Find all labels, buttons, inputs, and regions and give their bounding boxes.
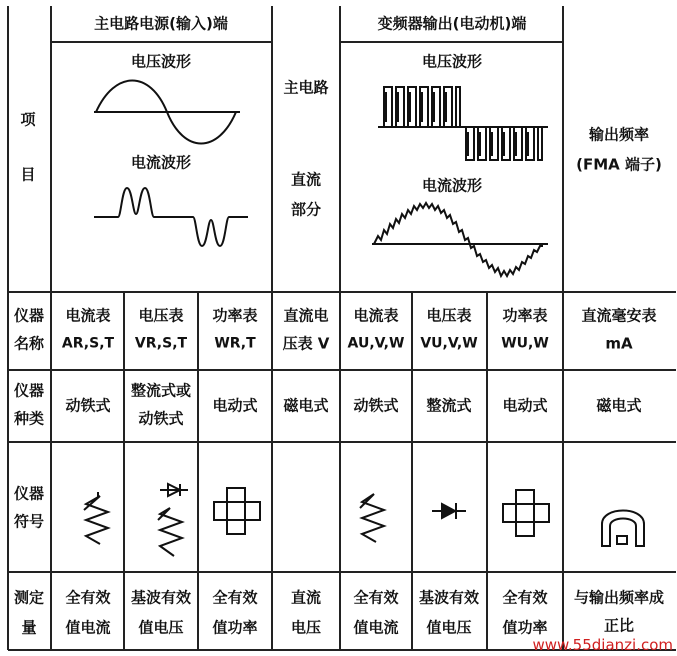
electrodynamic-symbol-1 (214, 488, 260, 534)
col1-type-2: 动铁式 (138, 409, 184, 428)
col4-name-1: 电流表 (353, 306, 399, 325)
col1-measure-2: 值电压 (138, 618, 184, 637)
col4-type: 动铁式 (353, 396, 399, 415)
col4-measure-2: 值电流 (353, 618, 399, 637)
output-voltage-wave-label: 电压波形 (421, 52, 483, 71)
col1-type-1: 整流式或 (130, 381, 192, 400)
col6-measure-1: 全有效 (502, 588, 548, 607)
col6-name-2: WU,W (501, 335, 549, 352)
item-label-1: 项 (20, 110, 36, 129)
col1-name-2: VR,S,T (134, 335, 188, 352)
output-current-waveform (372, 203, 548, 276)
col5-measure-1: 基波有效 (418, 588, 480, 607)
col5-measure-2: 值电压 (426, 618, 472, 637)
col0-measure-1: 全有效 (65, 588, 111, 607)
col2-measure-1: 全有效 (212, 588, 258, 607)
row-symbol-label-1: 仪器 (13, 484, 45, 503)
col5-name-1: 电压表 (426, 306, 472, 325)
col4-measure-1: 全有效 (353, 588, 399, 607)
col6-type: 电动式 (502, 396, 548, 415)
col3-measure-2: 电压 (290, 618, 322, 637)
input-voltage-wave-label: 电压波形 (130, 52, 192, 71)
col7-name-2: mA (605, 334, 633, 353)
input-side-header: 主电路电源(输入)端 (94, 14, 228, 33)
row-type-label-1: 仪器 (13, 381, 45, 400)
input-current-wave-label: 电流波形 (130, 153, 192, 172)
row-measure-label-2: 量 (21, 618, 37, 637)
col0-name-1: 电流表 (65, 306, 111, 325)
row-name-label-1: 仪器 (13, 306, 45, 325)
input-voltage-waveform (94, 81, 240, 144)
row-name-label-2: 名称 (13, 334, 45, 353)
col2-name-2: WR,T (214, 335, 256, 352)
col2-name-1: 功率表 (212, 306, 258, 325)
col3-name-2: 压表 V (282, 334, 330, 353)
moving-iron-symbol-1 (84, 492, 108, 544)
col2-type: 电动式 (212, 396, 258, 415)
dc-part-label-1: 直流 (290, 170, 322, 189)
output-freq-label-1: 输出频率 (588, 125, 650, 144)
output-voltage-waveform (378, 87, 548, 160)
moving-coil-symbol (602, 511, 644, 547)
col6-name-1: 功率表 (502, 306, 548, 325)
col0-measure-2: 值电流 (65, 618, 111, 637)
row-symbol-label-2: 符号 (13, 512, 45, 531)
col3-type: 磁电式 (283, 396, 329, 415)
col0-type: 动铁式 (65, 396, 111, 415)
col5-type: 整流式 (426, 396, 472, 415)
col1-name-1: 电压表 (138, 306, 184, 325)
col0-name-2: AR,S,T (61, 335, 115, 352)
col1-measure-1: 基波有效 (130, 588, 192, 607)
input-current-waveform (94, 188, 248, 246)
electrodynamic-symbol-2 (503, 490, 549, 536)
col5-name-2: VU,V,W (420, 335, 478, 352)
col7-type: 磁电式 (596, 396, 642, 415)
item-label-2: 目 (20, 165, 36, 184)
moving-iron-symbol-2 (360, 494, 384, 542)
output-side-header: 变频器输出(电动机)端 (377, 14, 527, 33)
rectifier-symbol (432, 503, 466, 519)
col4-name-2: AU,V,W (347, 335, 405, 352)
output-freq-label-2: (FMA 端子) (576, 155, 662, 174)
col7-measure-2: 正比 (603, 616, 635, 635)
output-current-wave-label: 电流波形 (421, 176, 483, 195)
dc-part-label-2: 部分 (290, 200, 322, 219)
row-measure-label-1: 测定 (13, 588, 45, 607)
col3-name-1: 直流电 (283, 306, 329, 325)
col6-measure-2: 值功率 (502, 618, 548, 637)
col2-measure-2: 值功率 (212, 618, 258, 637)
watermark: www.55dianzi.com (532, 636, 673, 654)
main-circuit-label: 主电路 (283, 78, 329, 97)
col7-measure-1: 与输出频率成 (573, 588, 665, 607)
col3-measure-1: 直流 (290, 588, 322, 607)
col7-name-1: 直流毫安表 (581, 306, 657, 325)
row-type-label-2: 种类 (13, 409, 45, 428)
rectifier-moving-iron-symbol (158, 484, 188, 556)
